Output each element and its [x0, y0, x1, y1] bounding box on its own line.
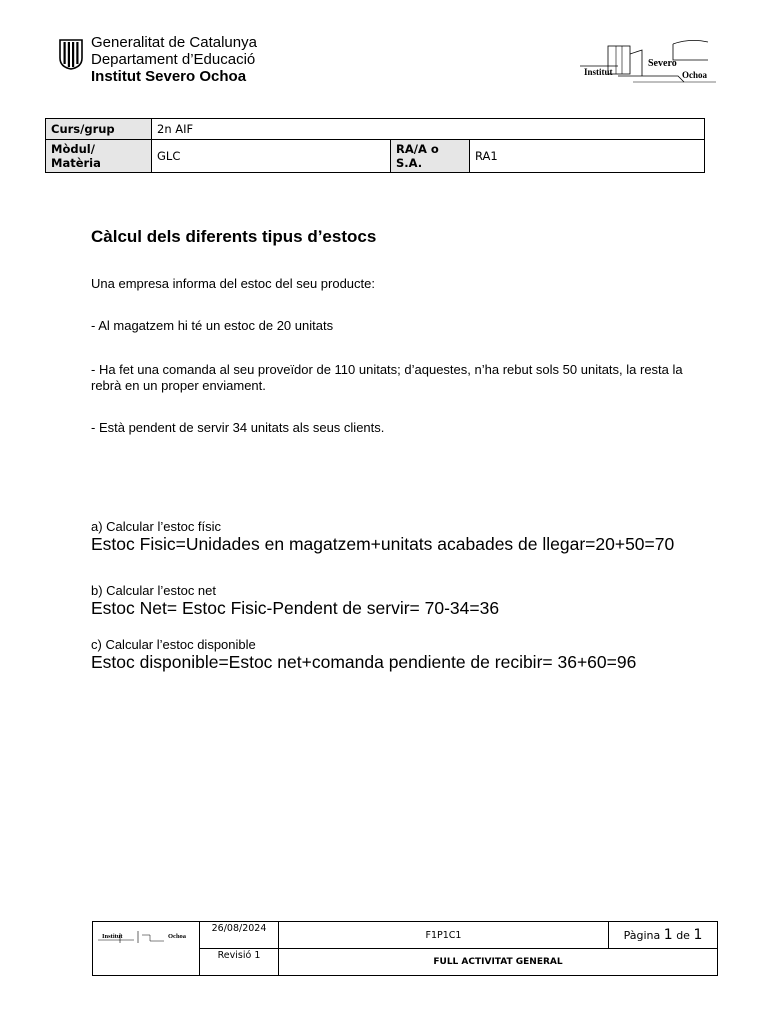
- statement-item-3: - Està pendent de servir 34 unitats als seus clients.: [91, 420, 385, 435]
- department-name: Departament d’Educació: [91, 51, 256, 68]
- ra-value: RA1: [470, 140, 705, 173]
- page-total: 1: [693, 927, 703, 943]
- footer-page: [609, 922, 718, 949]
- statement-item-1: - Al magatzem hi té un estoc de 20 unitats: [91, 318, 334, 333]
- generalitat-logo: [58, 38, 84, 70]
- organization-header: [91, 34, 257, 85]
- document-title: Càlcul dels diferents tipus d’estocs: [91, 227, 377, 246]
- organization-name: Generalitat de Catalunya: [91, 34, 257, 51]
- question-b: b) Calcular l’estoc net: [91, 583, 216, 598]
- answer-b: Estoc Net= Estoc Fisic-Pendent de servir= 70-34=36: [91, 598, 500, 618]
- footer-doc-type: FULL ACTIVITAT GENERAL: [279, 949, 718, 976]
- severo-ochoa-logo: [578, 36, 718, 86]
- ra-label: RA/A o S.A.: [391, 140, 470, 173]
- footer-revision: Revisió 1: [200, 949, 279, 976]
- institute-name: Institut Severo Ochoa: [91, 68, 247, 85]
- modul-label: Mòdul/ Matèria: [46, 140, 152, 173]
- course-info-table: [45, 118, 705, 173]
- answer-a: Estoc Fisic=Unidades en magatzem+unitats acabades de llegar=20+50=70: [91, 534, 675, 554]
- logo-text-instituto: Institut: [584, 67, 613, 77]
- footer-date: 26/08/2024: [200, 922, 279, 949]
- modul-value: GLC: [152, 140, 391, 173]
- curs-label: Curs/grup: [46, 119, 152, 140]
- curs-value: 2n AIF: [152, 119, 705, 140]
- question-a: a) Calcular l’estoc físic: [91, 519, 222, 534]
- footer-logo-cell: [93, 922, 200, 976]
- page-number: 1: [663, 927, 673, 943]
- page-label: Pàgina: [623, 929, 661, 942]
- answer-c: Estoc disponible=Estoc net+comanda pendiente de recibir= 36+60=96: [91, 652, 637, 672]
- footer-logo: [98, 929, 194, 969]
- statement-item-2: - Ha fet una comanda al seu proveïdor de 110 unitats; d’aquestes, n’ha rebut sols 50 unitats, la resta la rebrà en un proper enviament.: [91, 362, 683, 393]
- page-of: de: [676, 929, 690, 942]
- footer-table: [92, 921, 718, 976]
- logo-text-ochoa: Ochoa: [682, 70, 708, 80]
- footer-logo-ochoa: Ochoa: [168, 932, 187, 940]
- footer-logo-instituto: Institut: [102, 932, 123, 940]
- logo-text-severo: Severo: [648, 58, 677, 69]
- footer-code: F1P1C1: [279, 922, 609, 949]
- intro-text: Una empresa informa del estoc del seu producte:: [91, 276, 375, 291]
- question-c: c) Calcular l’estoc disponible: [91, 637, 256, 652]
